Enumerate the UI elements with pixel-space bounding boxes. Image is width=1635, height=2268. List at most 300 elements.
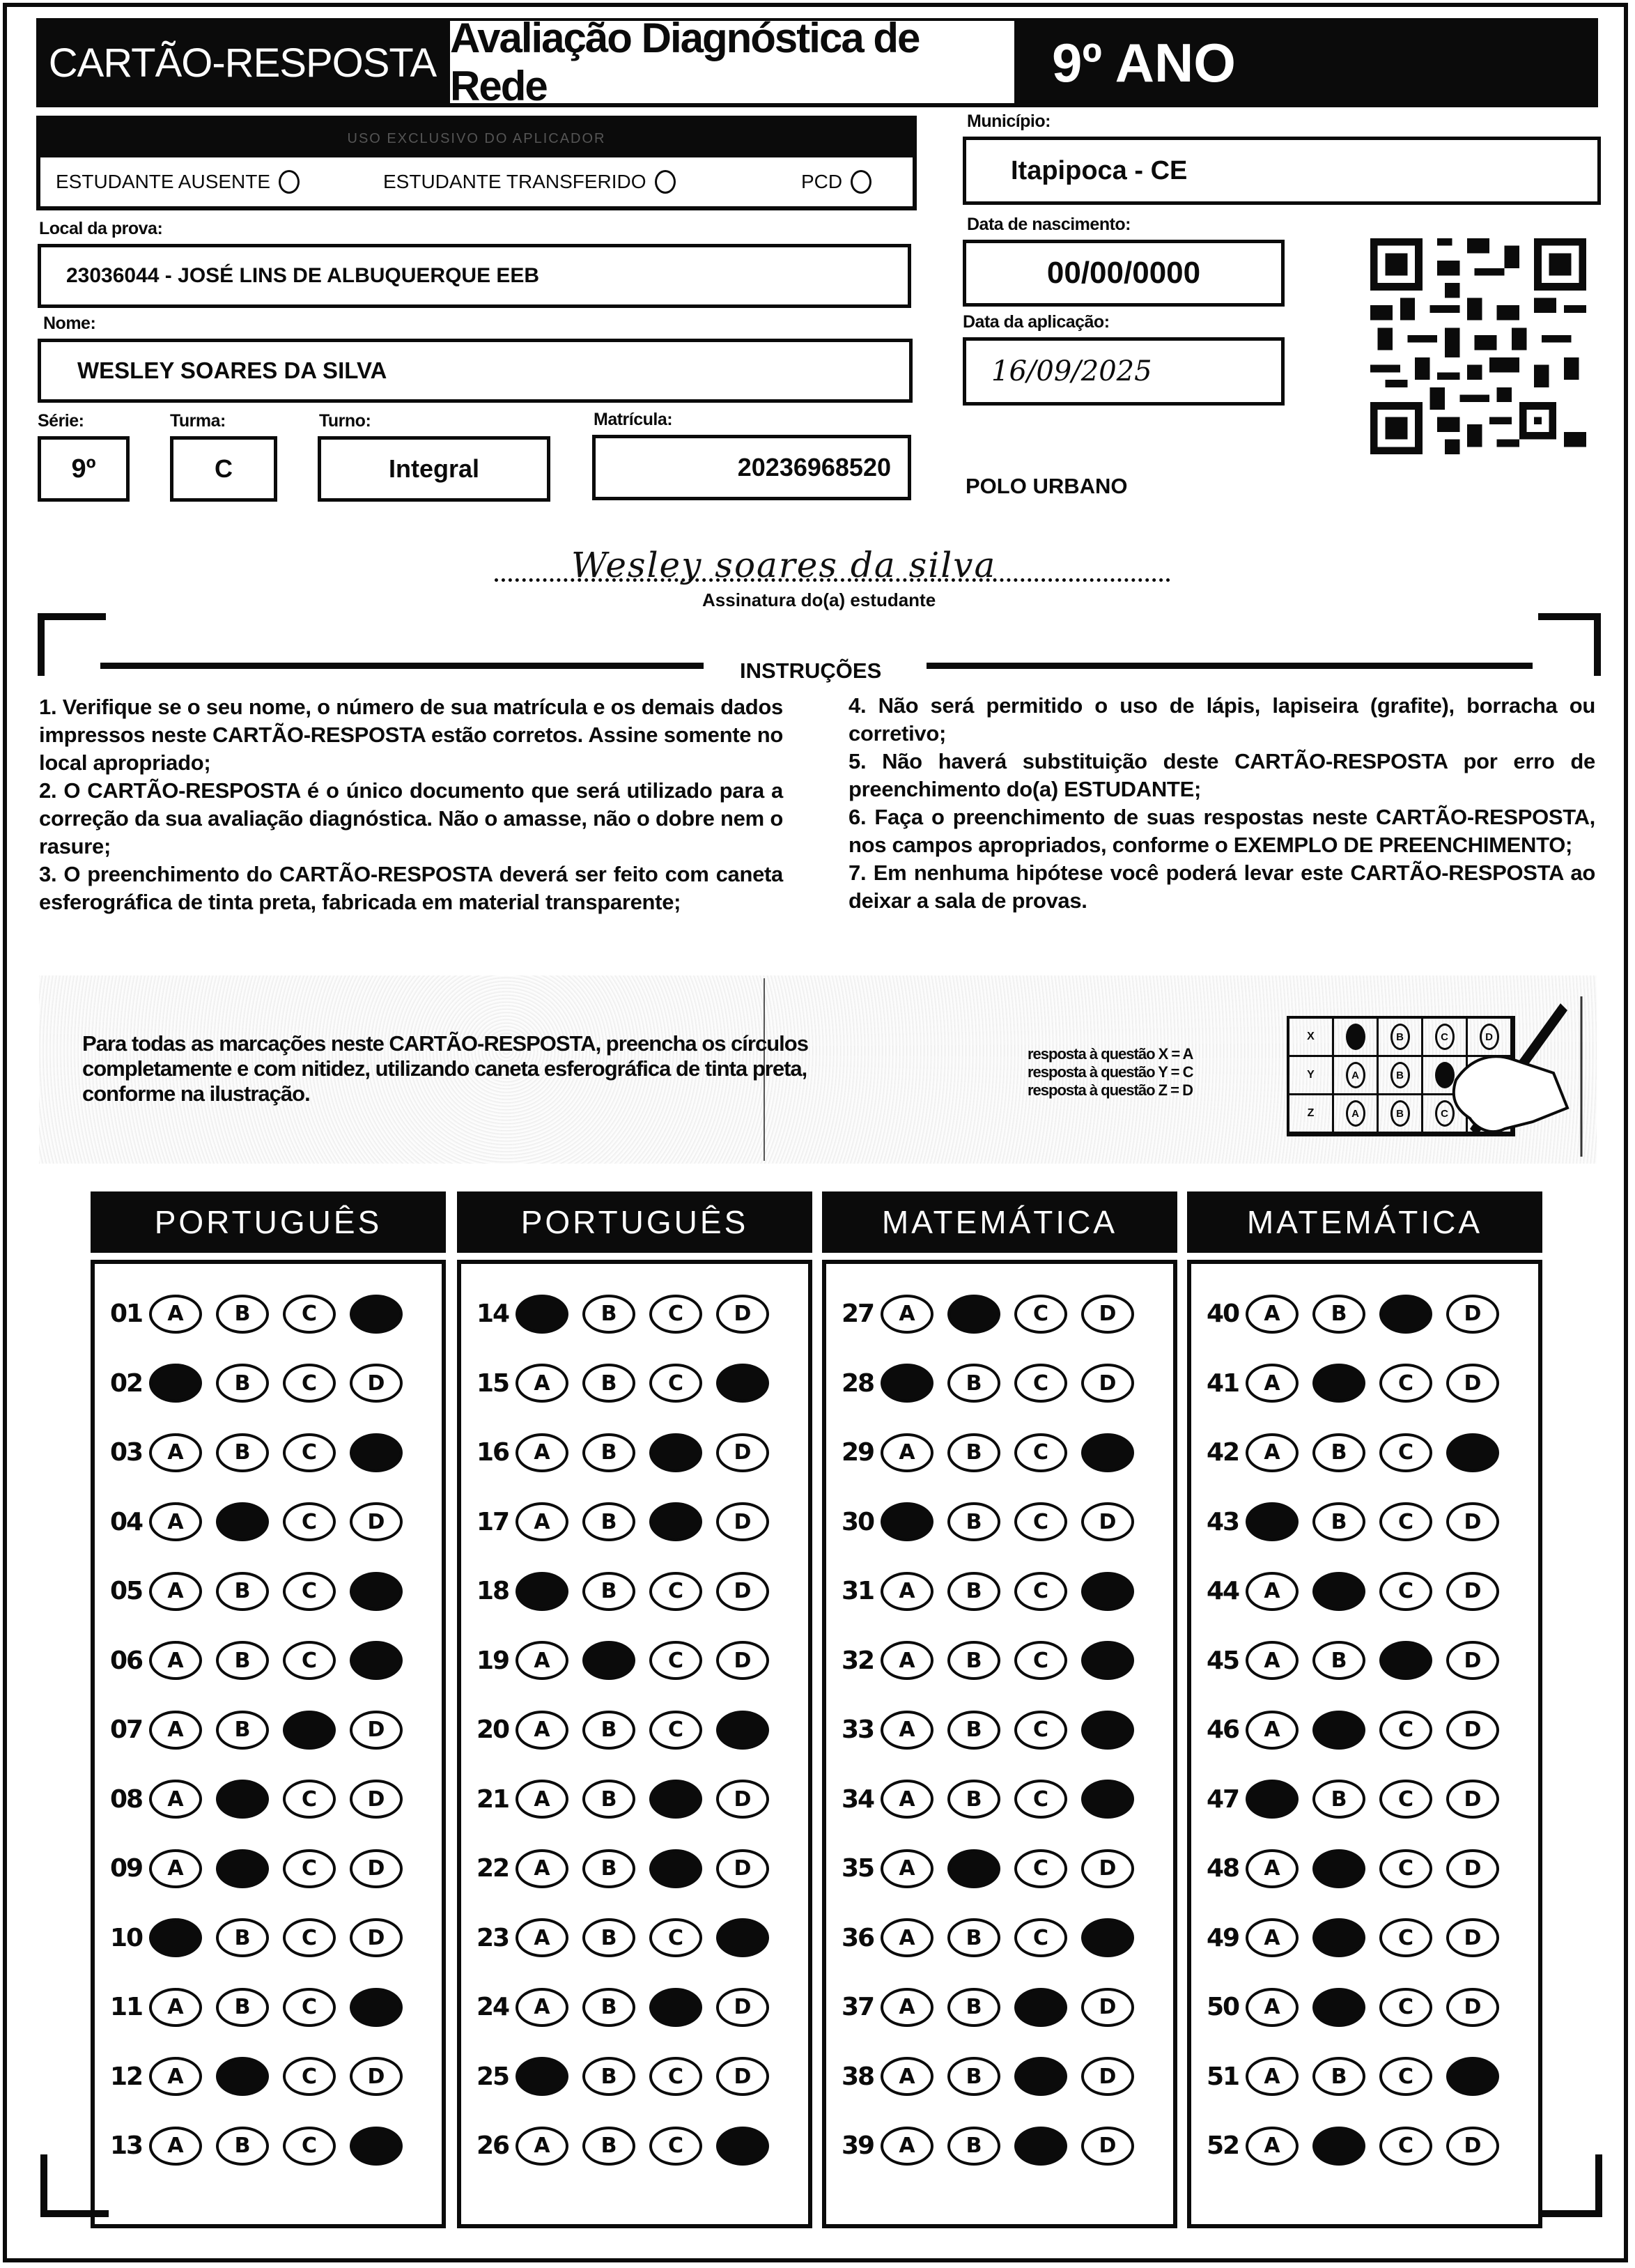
answer-bubble-a-filled[interactable]	[149, 1918, 202, 1957]
answer-bubble-b[interactable]: B	[947, 1780, 1000, 1819]
answer-bubble-a-filled[interactable]	[881, 1502, 933, 1541]
question-row	[95, 1279, 442, 1349]
answer-bubble-d[interactable]: D	[1446, 1849, 1499, 1888]
answer-bubble-d-filled[interactable]	[1081, 1780, 1134, 1819]
option-absent-label: ESTUDANTE AUSENTE	[56, 171, 271, 192]
answer-bubble-b[interactable]: B	[947, 1711, 1000, 1750]
answer-bubble-b[interactable]: B	[582, 1918, 635, 1957]
answer-bubble-c-filled[interactable]	[283, 1711, 336, 1750]
answer-bubble-d[interactable]: D	[1446, 1780, 1499, 1819]
answer-bubble-d[interactable]: D	[1446, 1641, 1499, 1680]
answer-bubble-a[interactable]: A	[516, 1918, 568, 1957]
answer-bubble-d-filled[interactable]	[1081, 1641, 1134, 1680]
answer-bubble-b[interactable]: B	[947, 2057, 1000, 2096]
question-row	[826, 1626, 1173, 1696]
applicator-box	[36, 116, 917, 210]
answer-bubble-d[interactable]: D	[1446, 1502, 1499, 1541]
answer-bubble-a-filled[interactable]	[1246, 1502, 1299, 1541]
answer-bubble-a[interactable]: A	[149, 1433, 202, 1472]
answer-bubble-a-filled[interactable]	[516, 1572, 568, 1611]
answer-bubble-b[interactable]: B	[1312, 1502, 1365, 1541]
question-number: 38	[842, 2062, 874, 2091]
answer-bubble-b-filled[interactable]	[216, 1780, 269, 1819]
question-number: 08	[110, 1784, 143, 1814]
answer-bubble-c[interactable]: C	[1379, 1918, 1432, 1957]
answer-bubble-a[interactable]: A	[149, 1988, 202, 2027]
instruction-3: 3. O preenchimento do CARTÃO-RESPOSTA deverá ser feito com caneta esferográfica de tinta preta, fabricada em material transparente;	[39, 862, 783, 914]
answer-bubble-c[interactable]: C	[283, 1988, 336, 2027]
answer-bubble-d[interactable]: D	[350, 1849, 403, 1888]
answer-bubble-c[interactable]: C	[1379, 1849, 1432, 1888]
answer-bubble-c[interactable]: C	[283, 1780, 336, 1819]
question-number: 04	[110, 1507, 143, 1536]
question-row	[1191, 1349, 1538, 1419]
answer-bubble-a[interactable]: A	[1246, 1641, 1299, 1680]
answer-bubble-c[interactable]: C	[283, 1918, 336, 1957]
legend-z: resposta à questão Z = D	[1028, 1081, 1193, 1099]
answer-bubble-b-filled[interactable]	[1312, 1572, 1365, 1611]
answer-bubble-d[interactable]: D	[1446, 1364, 1499, 1403]
answer-bubble-a[interactable]: A	[149, 1502, 202, 1541]
option-pcd-bubble[interactable]	[851, 170, 871, 194]
answer-bubble-a[interactable]: A	[149, 2127, 202, 2166]
question-number: 34	[842, 1784, 874, 1814]
answer-bubble-c[interactable]: C	[1014, 1502, 1067, 1541]
answer-section	[1187, 1191, 1542, 2228]
answer-bubble-a[interactable]: A	[149, 1849, 202, 1888]
answer-bubble-b-filled[interactable]	[1312, 1918, 1365, 1957]
answer-bubble-d[interactable]: D	[716, 2057, 769, 2096]
answer-bubble-b[interactable]: B	[216, 1364, 269, 1403]
answer-bubble-c-filled[interactable]	[1014, 1988, 1067, 2027]
answer-bubble-b-filled[interactable]	[1312, 1364, 1365, 1403]
question-number: 47	[1207, 1784, 1239, 1814]
answer-bubble-a-filled[interactable]	[516, 1295, 568, 1334]
answer-bubble-d-filled[interactable]	[350, 2127, 403, 2166]
answer-bubble-d-filled[interactable]	[350, 1641, 403, 1680]
answer-bubble-a[interactable]: A	[1246, 1988, 1299, 2027]
question-row	[826, 1765, 1173, 1835]
answer-bubble-b[interactable]: B	[582, 1433, 635, 1472]
answer-bubble-a[interactable]: A	[881, 1780, 933, 1819]
option-absent-bubble[interactable]	[279, 170, 300, 194]
answer-bubble-d[interactable]: D	[716, 1502, 769, 1541]
answer-bubble-c[interactable]: C	[283, 2057, 336, 2096]
question-row	[1191, 1557, 1538, 1626]
answer-bubble-d[interactable]: D	[1446, 1572, 1499, 1611]
answer-bubble-b[interactable]: B	[216, 1918, 269, 1957]
answer-bubble-c-filled[interactable]	[1379, 1295, 1432, 1334]
answer-bubble-d[interactable]: D	[716, 1433, 769, 1472]
question-row	[826, 2042, 1173, 2112]
answer-bubble-c[interactable]: C	[1379, 1433, 1432, 1472]
answer-bubble-a[interactable]: A	[516, 1780, 568, 1819]
answer-bubble-c[interactable]: C	[649, 1364, 702, 1403]
question-number: 11	[110, 1993, 143, 2022]
answer-bubble-a[interactable]: A	[881, 1849, 933, 1888]
answer-bubble-b-filled[interactable]	[947, 1849, 1000, 1888]
answer-bubble-a[interactable]: A	[149, 2057, 202, 2096]
answer-bubble-a[interactable]: A	[516, 1849, 568, 1888]
grade-title: 9º ANO	[1017, 18, 1598, 107]
answer-bubble-b[interactable]: B	[582, 2057, 635, 2096]
local-label: Local da prova:	[39, 219, 163, 238]
answer-bubble-a-filled[interactable]	[149, 1364, 202, 1403]
question-number: 12	[110, 2062, 143, 2091]
question-number: 26	[476, 2131, 509, 2161]
answer-bubble-d[interactable]: D	[350, 1918, 403, 1957]
question-row	[1191, 1904, 1538, 1973]
answer-bubble-d-filled[interactable]	[350, 1295, 403, 1334]
instruction-5: 5. Não haverá substituição deste CARTÃO-RESPOSTA por erro de preenchimento do(a) ESTUDANTE;	[849, 749, 1595, 801]
answer-bubble-b[interactable]: B	[947, 1572, 1000, 1611]
instruction-6: 6. Faça o preenchimento de suas respostas neste CARTÃO-RESPOSTA, nos campos apropriados, conforme o EXEMPLO DE PREENCHIMENTO;	[849, 805, 1595, 857]
answer-bubble-d[interactable]: D	[1081, 1295, 1134, 1334]
answer-bubble-b-filled[interactable]	[947, 1295, 1000, 1334]
answer-bubble-b[interactable]: B	[216, 1572, 269, 1611]
answer-bubble-c-filled[interactable]	[649, 1502, 702, 1541]
answer-bubble-d-filled[interactable]	[716, 1918, 769, 1957]
answer-bubble-d-filled[interactable]	[350, 1988, 403, 2027]
question-number: 05	[110, 1577, 143, 1606]
answer-bubble-d[interactable]: D	[1446, 1711, 1499, 1750]
answer-bubble-b[interactable]: B	[216, 2127, 269, 2166]
question-row	[1191, 1279, 1538, 1349]
question-row	[95, 1626, 442, 1696]
answer-bubble-d[interactable]: D	[1081, 2127, 1134, 2166]
section-title: PORTUGUÊS	[91, 1191, 446, 1253]
answer-bubble-d-filled[interactable]	[1081, 1572, 1134, 1611]
question-row	[1191, 2042, 1538, 2112]
answer-bubble-b[interactable]: B	[582, 2127, 635, 2166]
answer-bubble-a-filled[interactable]	[516, 2057, 568, 2096]
answer-bubble-b-filled[interactable]	[216, 2057, 269, 2096]
answer-bubble-a[interactable]: A	[881, 1572, 933, 1611]
answer-section	[91, 1191, 446, 2228]
answer-bubble-b[interactable]: B	[582, 1988, 635, 2027]
question-number: 46	[1207, 1715, 1239, 1745]
answer-bubble-c[interactable]: C	[649, 1572, 702, 1611]
answer-bubble-d[interactable]: D	[1446, 1918, 1499, 1957]
answer-bubble-b[interactable]: B	[216, 1988, 269, 2027]
example-bubble: C	[1435, 1100, 1455, 1127]
option-absent[interactable]	[56, 170, 383, 194]
polo-label: POLO URBANO	[966, 474, 1128, 498]
answer-bubble-c[interactable]: C	[1379, 1364, 1432, 1403]
answer-bubble-b-filled[interactable]	[1312, 1711, 1365, 1750]
answer-bubble-d-filled[interactable]	[716, 1364, 769, 1403]
answer-bubble-b[interactable]: B	[947, 1641, 1000, 1680]
answer-bubble-c-filled[interactable]	[649, 1849, 702, 1888]
answer-bubble-a[interactable]: A	[1246, 1433, 1299, 1472]
answer-bubble-b-filled[interactable]	[1312, 1988, 1365, 2027]
answer-bubble-b-filled[interactable]	[1312, 1849, 1365, 1888]
instructions-rule-right	[927, 663, 1533, 669]
answer-bubble-c[interactable]: C	[1014, 1780, 1067, 1819]
answer-bubble-c[interactable]: C	[283, 1295, 336, 1334]
birthdate-label: Data de nascimento:	[967, 215, 1131, 234]
answer-bubble-b[interactable]: B	[947, 2127, 1000, 2166]
answer-bubble-b[interactable]: B	[1312, 1295, 1365, 1334]
answer-bubble-d[interactable]: D	[716, 1780, 769, 1819]
example-bubble: A	[1346, 1100, 1365, 1127]
answer-bubble-d-filled[interactable]	[716, 1711, 769, 1750]
answer-bubble-a[interactable]: A	[881, 1918, 933, 1957]
answer-bubble-b[interactable]: B	[582, 1572, 635, 1611]
question-row	[1191, 1695, 1538, 1765]
section-grid	[1187, 1260, 1542, 2228]
question-number: 49	[1207, 1923, 1239, 1952]
answer-bubble-d[interactable]: D	[1081, 1364, 1134, 1403]
answer-bubble-c[interactable]: C	[283, 1572, 336, 1611]
answer-bubble-b[interactable]: B	[216, 1711, 269, 1750]
answer-bubble-d-filled[interactable]	[1081, 1711, 1134, 1750]
answer-bubble-b[interactable]: B	[947, 1988, 1000, 2027]
answer-bubble-a[interactable]: A	[516, 1502, 568, 1541]
answer-bubble-c[interactable]: C	[649, 1641, 702, 1680]
answer-bubble-b[interactable]: B	[1312, 2057, 1365, 2096]
question-row	[826, 1488, 1173, 1557]
answer-bubble-d-filled[interactable]	[1446, 2057, 1499, 2096]
answer-bubble-c[interactable]: C	[1014, 1849, 1067, 1888]
answer-bubble-b[interactable]: B	[1312, 1641, 1365, 1680]
answer-bubble-a[interactable]: A	[1246, 2127, 1299, 2166]
answer-bubble-d-filled[interactable]	[350, 1572, 403, 1611]
section-title: MATEMÁTICA	[822, 1191, 1177, 1253]
answer-bubble-c[interactable]: C	[1014, 1918, 1067, 1957]
answer-bubble-d-filled[interactable]	[1081, 1433, 1134, 1472]
answer-bubble-a[interactable]: A	[516, 1364, 568, 1403]
answer-bubble-d[interactable]: D	[716, 1988, 769, 2027]
answer-bubble-d[interactable]: D	[1081, 2057, 1134, 2096]
answer-bubble-d[interactable]: D	[1081, 1502, 1134, 1541]
answer-bubble-c[interactable]: C	[649, 1295, 702, 1334]
answer-bubble-a[interactable]: A	[1246, 1918, 1299, 1957]
answer-bubble-c-filled[interactable]	[1379, 1641, 1432, 1680]
answer-bubble-d[interactable]: D	[350, 1780, 403, 1819]
answer-bubble-c[interactable]: C	[649, 2057, 702, 2096]
answer-bubble-b[interactable]: B	[582, 1364, 635, 1403]
answer-bubble-a[interactable]: A	[1246, 1295, 1299, 1334]
answer-bubble-b[interactable]: B	[582, 1295, 635, 1334]
answer-bubble-a[interactable]: A	[516, 1433, 568, 1472]
answer-bubble-a[interactable]: A	[516, 1641, 568, 1680]
answer-bubble-c[interactable]: C	[1379, 1711, 1432, 1750]
question-row	[826, 1418, 1173, 1488]
answer-bubble-c-filled[interactable]	[649, 1988, 702, 2027]
answer-bubble-b[interactable]: B	[947, 1364, 1000, 1403]
answer-bubble-d-filled[interactable]	[350, 1433, 403, 1472]
answer-bubble-c[interactable]: C	[1014, 1711, 1067, 1750]
answer-bubble-a[interactable]: A	[149, 1641, 202, 1680]
answer-bubble-c[interactable]: C	[649, 1711, 702, 1750]
answer-bubble-b[interactable]: B	[947, 1433, 1000, 1472]
example-text: Para todas as marcações neste CARTÃO-RESPOSTA, preencha os círculos completamente e com nitidez, utilizando caneta esferográfica de tinta preta, conforme na ilustração.	[82, 1031, 808, 1106]
answer-bubble-c[interactable]: C	[283, 1641, 336, 1680]
answer-bubble-c[interactable]: C	[1014, 1364, 1067, 1403]
answer-bubble-c[interactable]: C	[1014, 1641, 1067, 1680]
question-number: 02	[110, 1368, 143, 1398]
answer-bubble-b[interactable]: B	[1312, 1433, 1365, 1472]
answer-bubble-a[interactable]: A	[1246, 1572, 1299, 1611]
option-transferred[interactable]	[383, 170, 801, 194]
answer-bubble-a[interactable]: A	[1246, 1711, 1299, 1750]
question-number: 28	[842, 1368, 874, 1398]
answer-bubble-a[interactable]: A	[516, 1988, 568, 2027]
signature-line[interactable]	[495, 578, 1170, 582]
answer-bubble-c[interactable]: C	[1379, 2127, 1432, 2166]
example-legend	[1028, 1045, 1193, 1100]
question-row	[1191, 1626, 1538, 1696]
name-field: WESLEY SOARES DA SILVA	[38, 339, 913, 403]
answer-bubble-b-filled[interactable]	[582, 1641, 635, 1680]
answer-bubble-c-filled[interactable]	[1014, 2057, 1067, 2096]
exam-title-box	[449, 15, 1017, 109]
question-row	[826, 1557, 1173, 1626]
option-transferred-label: ESTUDANTE TRANSFERIDO	[383, 171, 646, 192]
question-number: 40	[1207, 1299, 1239, 1329]
answer-bubble-d[interactable]: D	[350, 1502, 403, 1541]
answer-bubble-d[interactable]: D	[1446, 1988, 1499, 2027]
question-number: 41	[1207, 1368, 1239, 1398]
answer-bubble-c[interactable]: C	[1379, 1988, 1432, 2027]
question-row	[1191, 1488, 1538, 1557]
answer-section	[822, 1191, 1177, 2228]
question-row	[461, 1279, 808, 1349]
question-number: 22	[476, 1854, 509, 1883]
answer-bubble-b[interactable]: B	[582, 1849, 635, 1888]
answer-bubble-c-filled[interactable]	[649, 1433, 702, 1472]
answer-bubble-d-filled[interactable]	[716, 2127, 769, 2166]
answer-bubble-b[interactable]: B	[216, 1641, 269, 1680]
question-number: 14	[476, 1299, 509, 1329]
answer-bubble-b[interactable]: B	[216, 1433, 269, 1472]
answer-bubble-d[interactable]: D	[716, 1641, 769, 1680]
answer-bubble-c[interactable]: C	[1379, 2057, 1432, 2096]
answer-bubble-c[interactable]: C	[1379, 1502, 1432, 1541]
question-row	[461, 1626, 808, 1696]
answer-bubble-a[interactable]: A	[881, 2127, 933, 2166]
question-row	[1191, 1765, 1538, 1835]
answer-bubble-a[interactable]: A	[1246, 1849, 1299, 1888]
answer-bubble-a[interactable]: A	[516, 2127, 568, 2166]
answer-bubble-c[interactable]: C	[1014, 1433, 1067, 1472]
instruction-1: 1. Verifique se o seu nome, o número de sua matrícula e os demais dados impressos neste CARTÃO-RESPOSTA estão corretos. Assine somente no local apropriado;	[39, 695, 783, 775]
answer-bubble-d[interactable]: D	[1446, 2127, 1499, 2166]
question-number: 17	[476, 1507, 509, 1536]
answer-bubble-a[interactable]: A	[881, 1641, 933, 1680]
matricula-label: Matrícula:	[594, 410, 673, 429]
answer-bubble-c-filled[interactable]	[649, 1780, 702, 1819]
option-pcd[interactable]	[801, 170, 871, 194]
answer-bubble-d[interactable]: D	[716, 1572, 769, 1611]
answer-bubble-d[interactable]: D	[350, 1364, 403, 1403]
answer-bubble-a[interactable]: A	[149, 1711, 202, 1750]
local-field: 23036044 - JOSÉ LINS DE ALBUQUERQUE EEB	[38, 244, 911, 308]
answer-bubble-c[interactable]: C	[1379, 1572, 1432, 1611]
example-row-label: X	[1289, 1019, 1334, 1057]
answer-bubble-b[interactable]: B	[1312, 1780, 1365, 1819]
question-number: 50	[1207, 1993, 1239, 2022]
answer-bubble-a[interactable]: A	[881, 1711, 933, 1750]
answer-bubble-a[interactable]: A	[516, 1711, 568, 1750]
answer-bubble-c[interactable]: C	[283, 1849, 336, 1888]
question-row	[461, 1557, 808, 1626]
answer-bubble-a[interactable]: A	[881, 1295, 933, 1334]
question-number: 44	[1207, 1577, 1239, 1606]
question-number: 39	[842, 2131, 874, 2161]
answer-bubble-b[interactable]: B	[216, 1295, 269, 1334]
answer-bubble-a[interactable]: A	[881, 2057, 933, 2096]
hand-pen-icon	[1428, 996, 1595, 1157]
answer-bubble-c[interactable]: C	[649, 1918, 702, 1957]
answer-bubble-c[interactable]: C	[283, 1364, 336, 1403]
answer-bubble-d-filled[interactable]	[1081, 1918, 1134, 1957]
answer-bubble-c[interactable]: C	[1379, 1780, 1432, 1819]
answer-bubble-b[interactable]: B	[582, 1780, 635, 1819]
question-number: 13	[110, 2131, 143, 2161]
answer-bubble-b[interactable]: B	[582, 1502, 635, 1541]
answer-bubble-a[interactable]: A	[881, 1433, 933, 1472]
answer-bubble-c[interactable]: C	[649, 2127, 702, 2166]
answer-bubble-b-filled[interactable]	[216, 1502, 269, 1541]
instructions-rule-left	[100, 663, 704, 669]
answer-bubble-b-filled[interactable]	[1312, 2127, 1365, 2166]
question-row	[461, 1488, 808, 1557]
answer-bubble-b[interactable]: B	[947, 1918, 1000, 1957]
answer-bubble-b-filled[interactable]	[216, 1849, 269, 1888]
answer-bubble-d[interactable]: D	[350, 1711, 403, 1750]
answer-bubble-a[interactable]: A	[1246, 2057, 1299, 2096]
answer-bubble-d[interactable]: D	[716, 1295, 769, 1334]
answer-bubble-a[interactable]: A	[1246, 1364, 1299, 1403]
answer-bubble-d[interactable]: D	[350, 2057, 403, 2096]
question-row	[461, 1904, 808, 1973]
answer-bubble-d[interactable]: D	[1081, 1988, 1134, 2027]
name-label: Nome:	[43, 314, 96, 333]
answer-bubble-a[interactable]: A	[149, 1780, 202, 1819]
section-title: PORTUGUÊS	[457, 1191, 812, 1253]
answer-bubble-c-filled[interactable]	[1014, 2127, 1067, 2166]
answer-bubble-a-filled[interactable]	[1246, 1780, 1299, 1819]
corner-mark-tr	[1538, 613, 1601, 676]
answer-bubble-b[interactable]: B	[582, 1711, 635, 1750]
instruction-2: 2. O CARTÃO-RESPOSTA é o único documento que será utilizado para a correção da sua avaliação diagnóstica. Não o amasse, não o dobre nem o rasure;	[39, 778, 783, 858]
answer-bubble-a-filled[interactable]	[881, 1364, 933, 1403]
answer-bubble-c[interactable]: C	[283, 1433, 336, 1472]
question-number: 09	[110, 1854, 143, 1883]
answer-bubble-d-filled[interactable]	[1446, 1433, 1499, 1472]
question-row	[95, 2111, 442, 2181]
option-transferred-bubble[interactable]	[655, 170, 676, 194]
question-number: 35	[842, 1854, 874, 1883]
answer-bubble-a[interactable]: A	[149, 1572, 202, 1611]
answer-bubble-d[interactable]: D	[716, 1849, 769, 1888]
question-number: 31	[842, 1577, 874, 1606]
example-bubble: B	[1390, 1062, 1410, 1088]
question-number: 01	[110, 1299, 143, 1329]
answer-bubble-a[interactable]: A	[149, 1295, 202, 1334]
question-row	[95, 1557, 442, 1626]
answer-bubble-c[interactable]: C	[283, 1502, 336, 1541]
answer-bubble-b[interactable]: B	[947, 1502, 1000, 1541]
answer-bubble-d[interactable]: D	[1081, 1849, 1134, 1888]
answer-bubble-c[interactable]: C	[1014, 1572, 1067, 1611]
answer-bubble-c[interactable]: C	[283, 2127, 336, 2166]
answer-bubble-d[interactable]: D	[1446, 1295, 1499, 1334]
answer-bubble-c[interactable]: C	[1014, 1295, 1067, 1334]
answer-bubble-a[interactable]: A	[881, 1988, 933, 2027]
